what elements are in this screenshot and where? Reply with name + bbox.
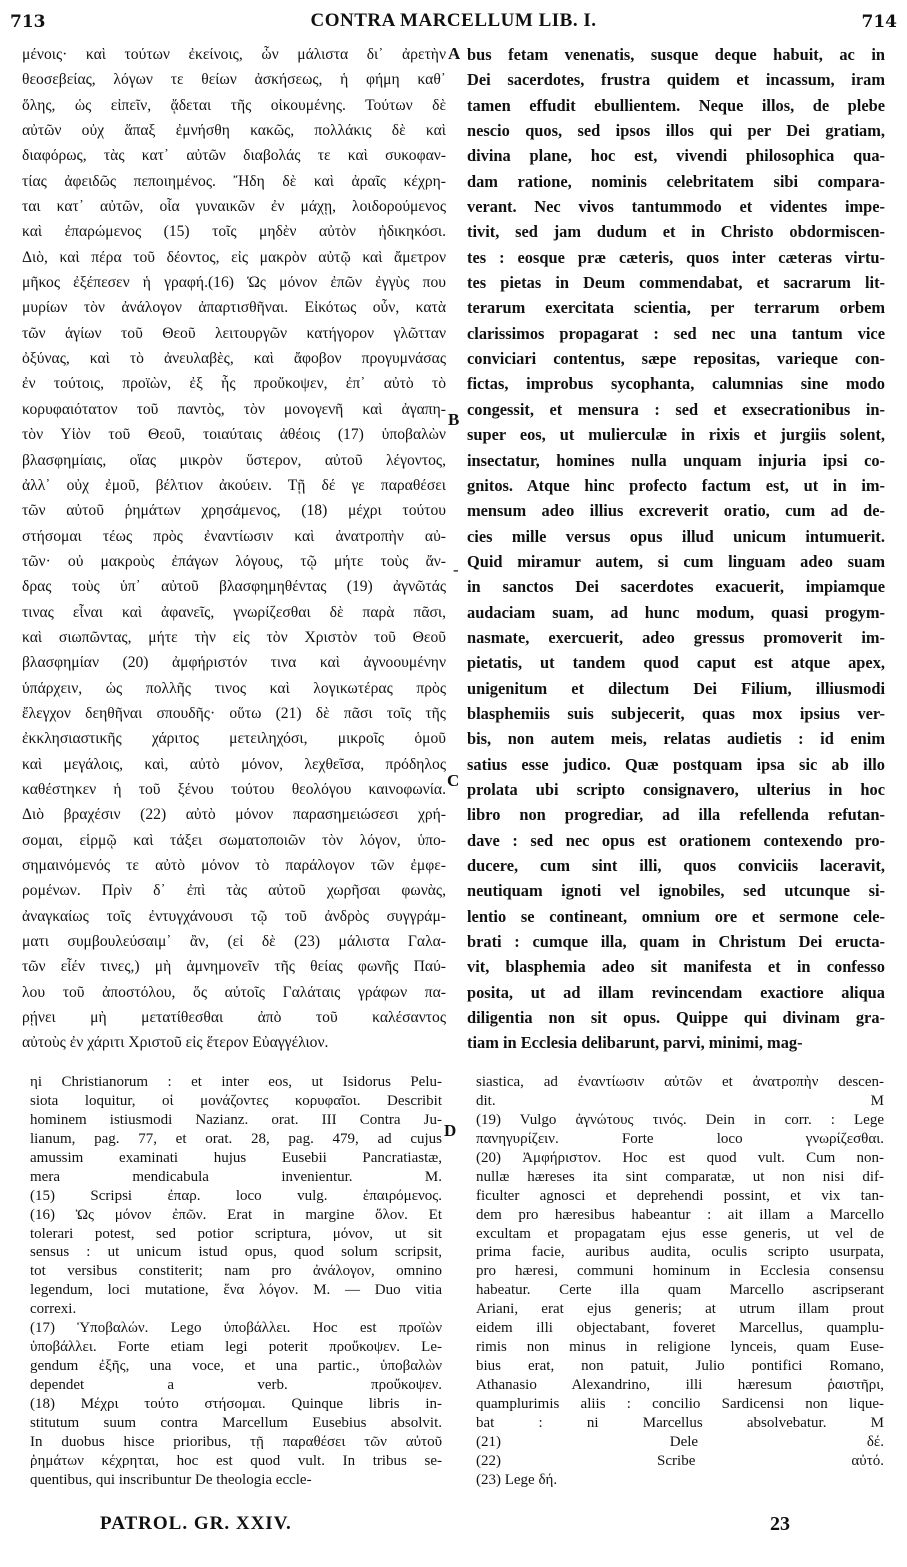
footnote-line: bat : ni Marcellus absolvebatur. M — [476, 1414, 884, 1431]
footnote-line: prima facie, auribus audita, oculis scripto usurpata, — [476, 1244, 884, 1261]
greek-text-line: ρῄνει μὴ μετατίθεσθαι ἀπὸ τοῦ καλέσαντος — [22, 1009, 446, 1027]
footnote-line: legendum, loci mutatione, ἕνα λόγον. M. — Duo vitia — [30, 1282, 442, 1299]
greek-text-line: Διὸ βραχέσιν (22) αὐτὸ μόνον παρασημειώσεσι χρή- — [22, 806, 446, 824]
greek-text-line: ὅλης, ὡς εἰπεῖν, ᾄδεται τῆς οἰκουμένης. Τούτων δὲ — [22, 96, 446, 114]
footnote-line: πανηγυρίζειν. Forte loco γνωρίζεσθαι. — [476, 1130, 884, 1147]
margin-marker-c: C — [447, 771, 460, 790]
footnote-line: ῥημάτων κέχρηται, hoc est quod vult. In tribus se- — [30, 1452, 442, 1469]
footnote-line: habeatur. Certe illa quam Marcello ascripserant — [476, 1282, 884, 1299]
latin-text-line: Quid miramur autem, si cum linguam adeo suam — [467, 551, 885, 571]
greek-text-line: Διὸ, καὶ πέρα τοῦ δέοντος, εἰς μακρὸν αὐτῷ καὶ ἄμετρον — [22, 248, 446, 266]
latin-text-line: nescio quos, sed ipsos illos qui per Dei gratiam, — [467, 121, 885, 141]
footnote-line: Ariani, erat ejus generis; at utrum illam prout — [476, 1301, 884, 1318]
latin-text-line: tiam in Ecclesia delibarunt, parvi, minimi, mag- — [467, 1033, 803, 1053]
latin-text-line: dave : sed nec opus est orationem contexendo pro- — [467, 830, 885, 850]
latin-text-line: ducere, cum sint illi, quos conviciis laceravit, — [467, 856, 885, 875]
footnote-line: quamplurimis aliis : concilio Sardicensi non lique- — [476, 1395, 884, 1412]
greek-text-line: καὶ σιωπῶντας, μήτε τὴν εἰς τὸν Χριστὸν τοῦ Θεοῦ — [22, 628, 446, 646]
footnotes-right-column — [476, 1073, 884, 1490]
footnote-line: siastica, ad ἐναντίωσιν αὐτῶν et ἀνατροπὴν descen- — [476, 1074, 884, 1090]
footnote-line: (22) Scribe αὐτό. — [476, 1452, 884, 1469]
footnote-line: bius erat, non patuit, Julio pontifici Romano, — [476, 1358, 884, 1375]
footnote-line: (23) Lege δή. — [476, 1471, 558, 1488]
latin-text-line: in sanctos Dei sacerdotes exacuerit, impiamque — [467, 577, 885, 597]
footnote-line: pro hæresi, communi hominum in Ecclesia consensu — [476, 1263, 884, 1280]
greek-text-line: ἔλεγχον δεηθῆναι σπουδῆς· οὕτω (21) δὲ πᾶσι τοῖς τῆς — [22, 704, 446, 722]
footnote-line: quentibus, qui inscribuntur De theologia eccle- — [30, 1471, 312, 1488]
margin-marker-a: A — [448, 44, 461, 63]
greek-text-line: μένοις· καὶ τούτων ἐκείνοις, ὧν μάλιστα δι᾽ ἀρετὴν — [22, 46, 446, 63]
latin-text-line: posita, ut ad illam revincendam exactiore aliqua — [467, 982, 885, 1002]
latin-text-line: lentio se contineant, omnium ore et sermone cele- — [467, 906, 885, 926]
greek-text-line: ρομένων. Πρὶν δ᾽ ἐπὶ τὰς αὐτοῦ χωρῆσαι φωνὰς, — [22, 882, 446, 900]
footnote-line: ficulter agnosci et deprehendi possint, et vix tan- — [476, 1187, 884, 1204]
latin-text-line: verant. Nec vivos tantummodo et videntes impe- — [467, 197, 885, 217]
footnote-line: dependet a verb. προὔκοψεν. — [30, 1377, 442, 1393]
latin-text-line: tamen effudit ebullientem. Neque illos, de plebe — [467, 95, 885, 115]
latin-text-line: nasmate, exercuerit, adeo gressus promoverit im- — [467, 627, 885, 647]
latin-text-line: fictas, improbus sycophanta, calumnias sine modo — [467, 374, 885, 394]
latin-text-line: cies mille versus opus illud unicum intumuerit. — [467, 526, 885, 546]
footnote-line: stitutum suum contra Marcellum Eusebius absolvit. — [30, 1414, 442, 1431]
greek-text-line: θεοσεβείας, λόγων τε θείων ἀσκήσεως, ἡ φήμη καθ᾽ — [22, 71, 446, 89]
greek-text-line: μυρίων τὸν ἀνάλογον ἀπαρτισθῆναι. Εἰκότως οὖν, κατὰ — [22, 299, 446, 317]
footnote-line: ὑποβάλλει. Forte etiam legi poterit προὔκοψεν. Le- — [30, 1339, 442, 1356]
latin-text-line: terarum exercitata scientia, per terrarum orbem — [467, 298, 885, 318]
footnote-line: siota loquitur, οἱ μονάζοντες κορυφαῖοι. Describit — [30, 1092, 442, 1109]
latin-text-line: brati : cumque illa, quam in Christum Dei eructa- — [467, 932, 885, 952]
greek-text-line: ὑπάρχειν, ὡς πολλῆς τινος καὶ λογικωτέρας πρὸς — [22, 679, 446, 697]
latin-text-line: bis, non autem meis, relatas audietis : id enim — [467, 729, 885, 749]
footnote-line: ηi Christianorum : et inter eos, ut Isidorus Pelu- — [30, 1074, 442, 1090]
footnote-line: lianum, pag. 77, et orat. 28, pag. 479, ad cujus — [30, 1130, 442, 1147]
footnote-line: eidem illi objectabant, foveret Marcellus, quamplu- — [476, 1320, 884, 1337]
footnote-line: tot versibus constiterit; nam pro ἀνάλογον, omnino — [30, 1263, 442, 1280]
greek-text-line: τὸν Υἱὸν τοῦ Θεοῦ, τοιαύταις ἀθέοις (17) ὑποβαλὼν — [22, 426, 446, 444]
footnote-line: dem pro hæresibus habeantur : ait illam a Marcello — [476, 1206, 884, 1223]
footnote-line: mera mendicabula invenientur. M. — [30, 1168, 442, 1185]
footnote-line: nullæ hæreses ita sint comparatæ, ut non nisi dif- — [476, 1168, 884, 1185]
greek-text-line: ἐν τούτοις, προϊὼν, ἐξ ἧς προὔκοψεν, ἐπ᾽ αὐτὸ τὸ — [22, 375, 446, 393]
latin-text-line: clarissimos propagarat : sed nec una tantum vice — [467, 323, 885, 343]
latin-text-line: tes : eosque præ cæteris, quos inter cæteras virtu- — [467, 247, 885, 267]
latin-text-line: pietatis, ut tandem quod caput est atque apex, — [467, 653, 885, 673]
footnote-line: tolerari potest, sed potior scriptura, μόνον, ut sit — [30, 1225, 442, 1242]
latin-text-line: bus fetam venenatis, susque deque habuit, ac in — [467, 45, 885, 64]
greek-text-line: ται κατ᾽ αὐτῶν, οἷα γυναικῶν ἐν μάχῃ, λοιδορούμενος — [22, 198, 446, 216]
greek-text-line: βλασφημίαν (20) ἀμφήριστόν τινα καὶ ἀγνοουμένην — [22, 654, 446, 672]
signature-number: 23 — [770, 1513, 790, 1535]
greek-text-line: διαφόρως, τὰς κατ᾽ αὐτῶν διαβολάς τε καὶ συκοφαν- — [22, 147, 446, 165]
footnote-line: gendum ἐξῆς, una voce, et una partic., ὑποβαλὼν — [30, 1358, 442, 1375]
greek-text-line: ἀναγκαίως τοῖς ἐντυγχάνουσι τῷ τοῦ ἀνδρὸς συγγράμ- — [22, 907, 446, 925]
footnote-line: correxi. — [30, 1301, 77, 1318]
latin-text-line: divina plane, hoc est, vivendi philosophica qua- — [467, 146, 885, 166]
margin-marker-d: D — [444, 1121, 457, 1140]
footnote-line: In duobus hisce prioribus, τῇ παραθέσει τῶν αὐτοῦ — [30, 1433, 442, 1450]
footnote-line: (15) Scripsi ἐπαρ. loco vulg. ἐπαιρόμενος. — [30, 1187, 442, 1204]
footnote-line: Athanasio Alexandrino, illi hæresum ῥαιστῆρι, — [476, 1377, 884, 1393]
footnote-line: excultam et propagatam ejus esse generis, ut vel de — [476, 1225, 884, 1242]
greek-text-line: ματι συμβουλεύσαιμ᾽ ἂν, (εἰ δὲ (23) μάλιστα Γαλα- — [22, 933, 446, 951]
greek-text-line: καὶ μεγάλοις, καὶ, αὐτὸ μόνον, λεχθεῖσα, πρόδηλος — [22, 755, 446, 773]
latin-text-line: vit, blasphemia adeo sit manifesta et in confesso — [467, 957, 885, 977]
latin-text-line: neutiquam ignoti vel ignobiles, sed utcunque si- — [467, 881, 885, 901]
greek-text-line: αὐτοὺς ἐν χάριτι Χριστοῦ εἰς ἕτερον Εὐαγγέλιον. — [22, 1034, 329, 1052]
greek-text-line: ἀλλ᾽ οὐχ ἐμοῦ, βέλτιον ἀκούειν. Τῇ δέ γε παραθέσει — [22, 476, 446, 494]
latin-text-line: congessit, et mensura : sed et exsecrationibus in- — [467, 399, 885, 419]
footnote-line: (21) Dele δέ. — [476, 1433, 884, 1450]
margin-marker-b: B — [448, 410, 460, 429]
latin-text-line: Dei sacerdotes, frustra quidem et incassum, iram — [467, 70, 885, 90]
footnote-line: (20) Ἀμφήριστον. Hoc est quod vult. Cum non- — [476, 1149, 884, 1166]
greek-text-line: καθέστηκεν ἡ τοῦ ξένου τούτου θεολόγου καινοφωνία. — [22, 780, 446, 798]
footnote-line: (17) Ὑποβαλών. Lego ὑποβάλλει. Hoc est προϊὼν — [30, 1320, 442, 1337]
latin-text-line: unigenitum et dilectum Dei Filium, illiusmodi — [467, 678, 885, 698]
greek-text-line: τῶν ἁγίων τοῦ Θεοῦ λειτουργῶν κατήγορον γλῶτταν — [22, 324, 446, 342]
footnote-line: (19) Vulgo ἀγνώτους τινός. Dein in corr. : Lege — [476, 1111, 884, 1128]
greek-text-line: ἐκκλησιαστικῆς χάριτος μετειληχόσι, μικροῖς ὁμοῦ — [22, 730, 446, 748]
latin-text-line: super eos, ut mulierculæ in rixis et jurgiis solent, — [467, 425, 885, 445]
greek-text-line: καὶ ἐπαρώμενος (15) τοῖς μηδὲν αὐτὸν ἠδικηκόσι. — [22, 223, 446, 241]
latin-text-line: audaciam suam, ad hunc modum, quasi progym- — [467, 602, 885, 622]
latin-text-line: prolata ubi scripto consignavero, ulterius in hoc — [467, 779, 885, 799]
page-number-right: 714 — [861, 12, 897, 32]
footnote-line: amussim examinati hujus Eusebii Pancratiastæ, — [30, 1149, 442, 1166]
running-header — [10, 4, 897, 34]
greek-text-line: στήσομαι τέως πρὸς ἐναντίωσιν καὶ ἀνατροπὴν αὐ- — [22, 527, 446, 545]
latin-text-line: mensum adeo illius excreverit oratio, cum ad de- — [467, 501, 885, 521]
latin-text-line: tes pietas in Deum commendabat, et sacrarum lit- — [467, 273, 885, 293]
footnote-line: hominem istiusmodi Nazianz. orat. III Contra Ju- — [30, 1111, 442, 1128]
latin-text-line: satius esse judico. Quæ postquam ipsa sic ab illo — [467, 754, 885, 774]
footnotes-left-column — [30, 1073, 442, 1490]
latin-text-line: insectatur, homines nulla unquam injuria ipsi co- — [467, 450, 885, 470]
running-title: CONTRA MARCELLUM LIB. I. — [310, 10, 597, 31]
latin-text-line: conviciari contentus, sæpe repositas, varieque con- — [467, 349, 885, 369]
greek-text-line: τῶν· οὐ μακροὺς ἐπάγων λόγους, τῷ μήτε τοὺς ἄν- — [22, 552, 446, 570]
footnote-line: rimis non minus in religione lynceis, quam Euse- — [476, 1339, 884, 1356]
greek-text-line: τινας εἶναι καὶ ἀφανεῖς, γνωρίζεσθαι δὲ παρὰ πᾶσι, — [22, 603, 446, 621]
greek-text-line: κορυφαιότατον τοῦ παντὸς, τὸν μονογενῆ καὶ ἀγαπη- — [22, 400, 446, 418]
page-number-left: 713 — [10, 12, 46, 32]
greek-text-line: βλασφημίαις, οἵας μικρὸν ὕστερον, αὐτοῦ λέγοντος, — [22, 451, 446, 469]
greek-text-line: μῆκος ἐξέπεσεν ἡ γραφή.(16) Ὡς μόνον ἐπῶν ἐγγὺς που — [22, 274, 446, 292]
greek-text-line: ὀξύνας, καὶ τὸ ἀνευλαβὲς, καὶ ἄφοβον προγυμνάσας — [22, 350, 446, 368]
greek-text-line: τίας ἀφειδῶς πεποιημένος. Ἤδη δὲ καὶ ἀραῖς κέχρη- — [22, 172, 446, 190]
footnote-line: (16) Ὡς μόνον ἐπῶν. Erat in margine ὅλον. Et — [30, 1206, 442, 1223]
greek-text-line: σομαι, εἱρμῷ καὶ τάξει σωματοποιῶν τὸν λόγον, ὑπο- — [22, 831, 446, 849]
latin-text-line: diligentia non sit opus. Quippe qui divinam gra- — [467, 1008, 885, 1028]
greek-text-column — [22, 42, 446, 1056]
greek-text-line: αὐτῶν οὐχ ἅπαξ ἐμνήσθη κακῶς, πολλάκις δὲ καὶ — [22, 122, 446, 140]
footnote-line: (18) Μέχρι τούτο στήσομαι. Quinque libris in- — [30, 1395, 442, 1412]
greek-text-line: σημαινόμενός τε αὐτὸ μόνον τὸ παράλογον τῶν ἐμφε- — [22, 857, 446, 874]
greek-text-line: τῶν αὐτοῦ ῥημάτων χρησάμενος, (18) μέχρι τούτου — [22, 502, 446, 520]
greek-text-line: λου τοῦ ἀποστόλου, ὅς αὐτοῖς Γαλάταις γράφων πα- — [22, 983, 446, 1001]
series-reference: PATROL. GR. XXIV. — [100, 1513, 292, 1534]
latin-text-line: libro non progrediar, ad illa refellenda refutan- — [467, 805, 885, 825]
greek-text-line: τῶν εἶέν τινες,) μὴ ἀμνημονεῖν τῆς θείας φωνῆς Παύ- — [22, 958, 446, 976]
greek-text-line: δρας τοὺς ὑπ᾽ αὐτοῦ βλασφημηθέντας (19) ἀγνῶτάς — [22, 578, 446, 596]
footnote-line: sensus : ut unicum istud opus, quod solum scripsit, — [30, 1244, 442, 1261]
latin-text-line: dam ratione, nominis celebritatem sibi compara- — [467, 171, 885, 191]
latin-text-line: tivit, sed jam dudum et in Christo obdormiscen- — [467, 222, 885, 242]
latin-text-line: gnitos. Atque hinc profecto factum est, ut in im- — [467, 475, 885, 495]
latin-text-line: blasphemiis suis subjecerit, quas mox ipsius ver- — [467, 703, 885, 723]
latin-text-column — [467, 42, 885, 1056]
margin-dash: - — [453, 560, 459, 579]
footnote-line: dit. M — [476, 1092, 884, 1109]
